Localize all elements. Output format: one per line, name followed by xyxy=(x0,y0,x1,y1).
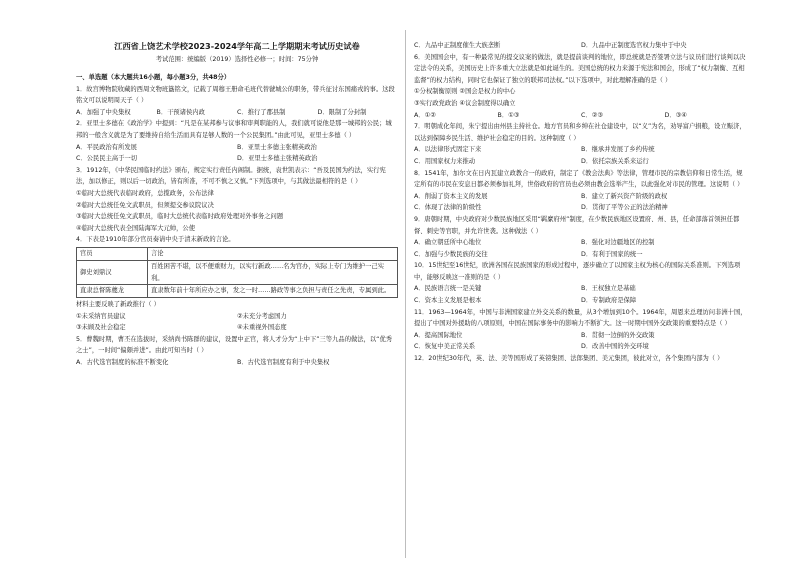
exam-title: 江西省上饶艺术学校2023-2024学年高二上学期期末考试历史试卷 xyxy=(114,41,360,51)
left-column xyxy=(76,70,398,369)
question-text: 5．曹魏时期，曹丕在选拔时，采纳尚书陈群的建议，设置中正官，将人才分为“上中下”三等九品的做法，以“优秀之士”，一时间“偏颇并进”。由此可知当时（ ） xyxy=(76,335,393,355)
answer-option: A．平民政治有所发展 xyxy=(76,143,137,151)
answer-option: A．削弱了资本主义的发展 xyxy=(414,192,488,200)
answer-option: D．专制政府是保障 xyxy=(581,297,637,305)
answer-option: B．亚里士多德主张精英政治 xyxy=(237,143,317,151)
answer-option: B．继承并发展了乡约传统 xyxy=(581,146,655,154)
table-header-row xyxy=(77,247,398,260)
table-cell: 百姓困苦不堪，以不便重财力，以实行新政……名为官办，实际上专门为维护一己实利。 xyxy=(148,260,398,284)
question-text: ②临时大总统任免文武职员，但须提交参议院议决 xyxy=(76,201,214,209)
answer-options xyxy=(76,153,398,165)
answer-option: D．依托宗族关系来运行 xyxy=(581,157,649,165)
question-text: 7．明朝成化年间，朱宁提出由州县主持社仓。地方官员和乡绅在社仓建设中，以“义”为名，劝导富户捐粮，设立赈济，以达到保障乡民生活、维护社会稳定的目的。这种制度（ ） xyxy=(414,123,746,142)
question-text: ③临时大总统任免文武职员，临时大总统代表临时政府处理对外事务之问题 xyxy=(76,213,284,221)
answer-option: D．③④ xyxy=(664,111,687,119)
answer-option: B．王权独立是基础 xyxy=(581,285,636,293)
answer-options xyxy=(414,144,748,156)
answer-options xyxy=(414,110,748,122)
answer-option: A．确立朝廷所中心地位 xyxy=(414,239,482,247)
table-header-cell: 言论 xyxy=(148,247,398,260)
data-table xyxy=(76,247,398,298)
answer-options xyxy=(76,107,398,119)
left-questions xyxy=(76,84,398,369)
answer-option: C．资本主义发展是根本 xyxy=(414,297,482,305)
table-cell: 御史刘鼎汉 xyxy=(77,260,148,284)
answer-option: B．贯彻一边倒的外交政策 xyxy=(581,331,655,339)
answer-option: ①未采纳官员建议 xyxy=(76,312,126,320)
answer-option: C．体现了法律的阶级性 xyxy=(414,204,482,212)
table-cell: 直隶数年前十年所应办之事，发之一时……路政等事之负担与责任之先责，专属到此。 xyxy=(148,285,398,298)
answer-option: D．限制了分封制 xyxy=(317,108,367,116)
answer-options xyxy=(414,341,748,353)
table-header-cell: 官员 xyxy=(77,247,148,260)
question-text: 材料主要反映了新政推行（ ） xyxy=(76,301,160,309)
answer-option: A．古代选官制度的标准不断变化 xyxy=(76,359,169,367)
answer-options xyxy=(414,202,748,214)
answer-option: C．用国家权力来推动 xyxy=(414,157,476,165)
question-text: 11．1963—1964年，中国与非洲国家建立外交关系的数量，从3个增加到10个。1964年，周恩来总理访问非洲十国，提出了中国对外援助的八项原则，中国在国际事务中的影响力不断扩大。这一时期中国外交政策的重要特点是（ ） xyxy=(414,308,747,328)
answer-options xyxy=(414,237,748,249)
answer-option: A．①② xyxy=(414,111,436,119)
answer-option: C．加强与少数民族的交往 xyxy=(414,250,488,258)
question-text: 12．20世纪30年代，英、法、美等国形成了英镑集团、法郎集团、美元集团，彼此对立，各个集团内部为（ ） xyxy=(414,355,724,363)
exam-subtitle: 考试范围：统编版（2019）选择性必修一；时间：75分钟 xyxy=(155,56,319,63)
right-questions xyxy=(414,40,748,365)
answer-option: B．①③ xyxy=(497,111,520,119)
question-text: ①分权制衡原则 ②国会是权力的中心 xyxy=(414,88,516,96)
answer-option: A．加强了中央集权 xyxy=(76,108,131,116)
answer-option: B．建立了新兴资产阶级的政权 xyxy=(581,192,668,200)
answer-option: C．九品中正制度催生大族垄断 xyxy=(414,42,501,49)
question-text: ④临时大总统代表全国陆海军大元帅，公使 xyxy=(76,224,195,232)
right-column xyxy=(414,40,748,365)
answer-option: D．有利于国家的统一 xyxy=(581,250,643,258)
answer-options xyxy=(76,142,398,154)
question-text: 6．美国国会中，有一种最常见的提交议案的做法，就是提前谈判的地位，即总统就是否签署立法与议员们进行谈判以决定法令的关系，美国历史上许多重大立法就是如此诞生的。美国总统的权力来源于宪法和国会，形成了“权力制衡、互相监督”的权力结构，同时它也保证了独立的联邦司法权。”以下选项中，对此理解准确的是（ ） xyxy=(414,53,746,84)
answer-option: C．②③ xyxy=(581,111,603,119)
answer-options xyxy=(414,330,748,342)
answer-option: D．改善中国的外交环境 xyxy=(581,343,649,351)
answer-option: B．强化对边疆地区的控制 xyxy=(581,239,655,247)
answer-option: ②未充分考虑国力 xyxy=(237,312,287,320)
question-text: ③实行政党政治 ④议会制度得以确立 xyxy=(414,99,516,107)
section-heading: 一、单选题（本大题共16小题，每小题3分，共48分） xyxy=(76,74,231,81)
answer-options xyxy=(414,191,748,203)
answer-option: D．亚里士多德主张精英政治 xyxy=(237,155,318,163)
column-divider xyxy=(405,30,406,558)
answer-options xyxy=(76,322,398,334)
answer-option: B．古代选官制度有利于中央集权 xyxy=(237,359,330,367)
answer-options xyxy=(414,156,748,168)
answer-options xyxy=(76,357,398,369)
question-text: 1．故宫博物院收藏的西周文物班簋铭文，记载了周穆王册命毛班代替虢城公的职务，带兵征讨东国痛戎的事。这段铭文可以说明周天子（ ） xyxy=(76,85,395,105)
answer-option: ④未重视外国态度 xyxy=(237,324,287,332)
answer-options xyxy=(414,295,748,307)
answer-option: D．九品中正制度选官权力集中于中央 xyxy=(581,42,687,49)
question-text: 10．15世纪至16世纪，欧洲各国在民族国家的形成过程中，逐步确立了以国家主权为核心的国际关系准则。下列选项中，能够反映这一准则的是（ ） xyxy=(414,262,741,281)
answer-option: A．民族语言统一是关键 xyxy=(414,285,482,293)
answer-option: A．以法律形式固定下来 xyxy=(414,146,482,154)
question-text: 4．下表是1910年部分官员奏请中央于清末新政的言论。 xyxy=(76,236,235,244)
table-row xyxy=(77,285,398,298)
answer-options xyxy=(76,311,398,323)
answer-options xyxy=(414,40,748,52)
answer-option: C．公民民主高于一切 xyxy=(76,155,138,163)
question-text: ①临时大总统代表临时政府，总揽政务，公布法律 xyxy=(76,189,214,197)
answer-option: C．恢复中美正常关系 xyxy=(414,343,476,351)
question-text: 3．1912年，《中华民国临时约法》颁布，规定实行责任内阁制。据统，袁世凯表示：“吾及民国为约法，实行宪法，加以修正，则以后一切政治，皆有所准，不可不慎之又慎。”下列选项中，与其做法最相符的是（ ） xyxy=(76,166,386,186)
answer-options xyxy=(414,283,748,295)
answer-option: D．贯彻了平等公正的法治精神 xyxy=(581,204,668,212)
answer-option: ③未顾及社会稳定 xyxy=(76,324,126,332)
answer-option: B．干预诸侯内政 xyxy=(156,108,205,116)
table-cell: 直隶总督陈夔龙 xyxy=(77,285,148,298)
question-text: 8．1541年，加尔文在日内瓦建立政教合一的政府，制定了《教会法典》等法律，管理市民的宗教信仰和日常生活，规定所有的市民在安息日都必须参加礼拜，世俗政府的官员也必须由教会选举产生，以此强化对市民的管理。这说明（ ） xyxy=(414,169,744,189)
answer-option: A．提高国际地位 xyxy=(414,331,463,339)
table-row xyxy=(77,260,398,284)
question-text: 2．亚里士多德在《政治学》中提到：“凡是在某邦参与议事和审判职能的人，我们就可说他是那一城邦的公民；城邦的一般含义就是为了要维持自给生活而具有足够人数的一个公民集团。”由此可见，亚里士多德（ ） xyxy=(76,120,392,139)
answer-options xyxy=(414,249,748,261)
question-text: 9．唐朝时期，中央政府对少数民族地区采用“羁縻府州”制度，在少数民族地区设置府、州、县，任命部落首领担任都督、刺史等官职，并允许世袭。这种做法（ ） xyxy=(414,215,740,235)
answer-option: C．推行了郡县制 xyxy=(237,108,286,116)
